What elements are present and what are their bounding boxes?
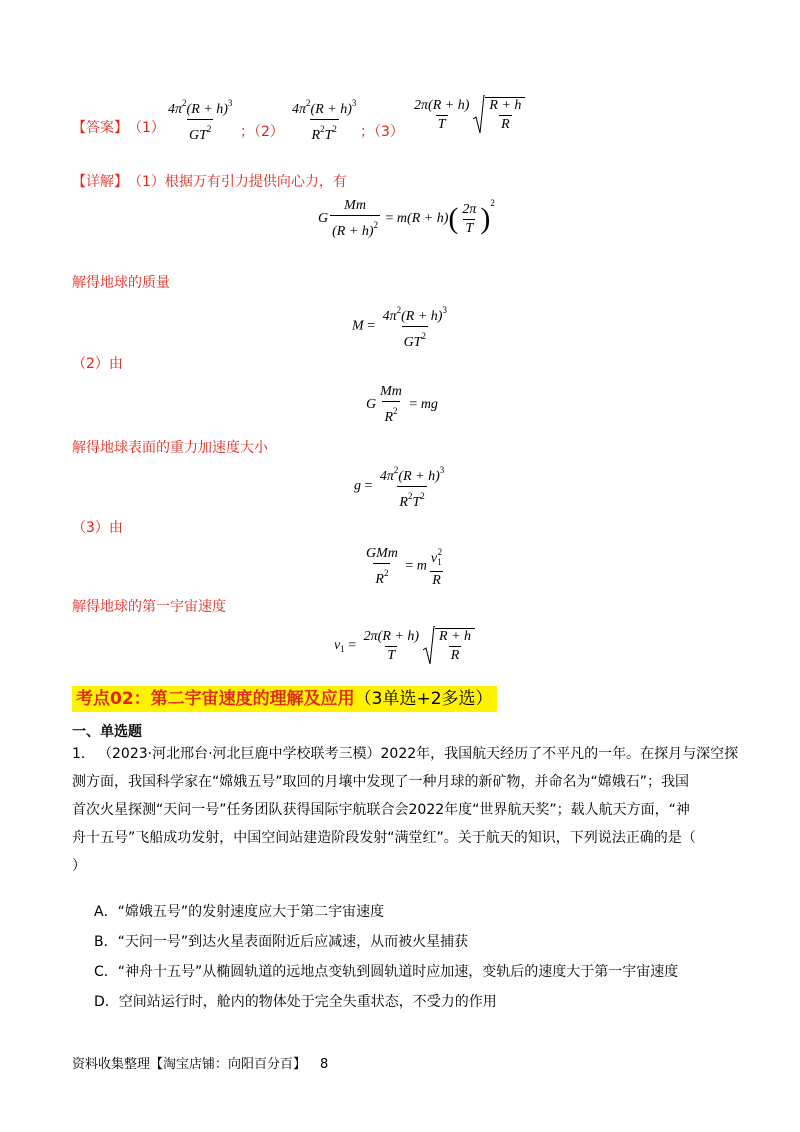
option-b: B．“天问一号”到达火星表面附近后应减速，从而被火星捕获 xyxy=(94,934,469,950)
equation-gravity-centripetal: G $\frac{Mm}{(R + h)^2}$ = m(R + h)( $\frac{2\pi}{T}$ )$^2$ xyxy=(318,198,495,239)
equation-g-value: g = $\frac{4\pi^2(R + h)^3}{R^2T^2}$ xyxy=(354,465,445,510)
detail-line-3: （2）由 xyxy=(72,356,123,372)
answer-part-2-label: ；（2） xyxy=(240,124,284,140)
detail-label: 【详解】 xyxy=(72,174,128,190)
detail-line-4: 解得地球表面的重力加速度大小 xyxy=(72,440,268,456)
option-d: D．空间站运行时，舱内的物体处于完全失重状态，不受力的作用 xyxy=(94,994,497,1010)
section-heading xyxy=(72,686,497,712)
question-number: 1． xyxy=(72,746,95,762)
subsection-title: 一、单选题 xyxy=(72,724,142,740)
equation-v1: $v_1$ = $\frac{2\pi(R + h)}{T}$ $\frac{R + h}{R}$ xyxy=(334,626,475,666)
section-title: 考点02：第二宇宙速度的理解及应用 xyxy=(76,689,355,709)
question-line-5: ） xyxy=(72,858,86,874)
footer xyxy=(72,1056,328,1074)
question-line-2: 测方面，我国科学家在“嫦娥五号”取回的月壤中发现了一种月球的新矿物，并命名为“嫦娥石”；我国 xyxy=(72,774,690,790)
page-number: 8 xyxy=(320,1057,329,1072)
question-line-1: （2023·河北邢台·河北巨鹿中学校联考三模）2022年，我国航天经历了不平凡的一年。在探月与深空探 xyxy=(98,746,739,762)
equation-earth-mass: M = $\frac{4\pi^2(R + h)^3}{GT^2}$ xyxy=(352,305,447,350)
option-a: A．“嫦娥五号”的发射速度应大于第二宇宙速度 xyxy=(94,904,385,920)
detail-line-5: （3）由 xyxy=(72,520,123,536)
answer-part-1-label: （1） xyxy=(128,120,165,136)
answer-formula-2: $\frac{4\pi^2(R + h)^3}{R^2T^2}$ xyxy=(292,98,357,143)
option-c: C．“神舟十五号”从椭圆轨道的远地点变轨到圆轨道时应加速，变轨后的速度大于第一宇宙速度 xyxy=(94,964,679,980)
equation-surface-gravity: G $\frac{Mm}{R^2}$ = mg xyxy=(366,384,438,425)
answer-formula-1: $\frac{4\pi^2(R + h)^3}{GT^2}$ xyxy=(168,98,233,143)
answer-part-3-label: ；（3） xyxy=(360,124,404,140)
answer-label: 【答案】 xyxy=(72,120,128,136)
detail-line-2: 解得地球的质量 xyxy=(72,275,170,291)
question-line-4: 舟十五号”飞船成功发射，中国空间站建造阶段发射“满堂红”。关于航天的知识，下列说法正确的是（ xyxy=(72,830,696,846)
question-line-3: 首次火星探测“天问一号”任务团队获得国际宇航联合会2022年度“世界航天奖”；载人航天方面，“神 xyxy=(72,802,690,818)
footer-text: 资料收集整理【淘宝店铺：向阳百分百】 xyxy=(72,1057,307,1072)
equation-first-cosmic: $\frac{\text{GMm}}{R^2}$ = m $\frac{v_1^2}{R}$ xyxy=(366,545,443,588)
section-suffix: （3单选+2多选） xyxy=(354,689,493,709)
answer-formula-3: $\frac{2\pi(R + h)}{T}$ $\frac{R + h}{R}$ xyxy=(410,95,525,135)
detail-line-6: 解得地球的第一宇宙速度 xyxy=(72,599,226,615)
detail-line-1: （1）根据万有引力提供向心力，有 xyxy=(128,174,347,190)
